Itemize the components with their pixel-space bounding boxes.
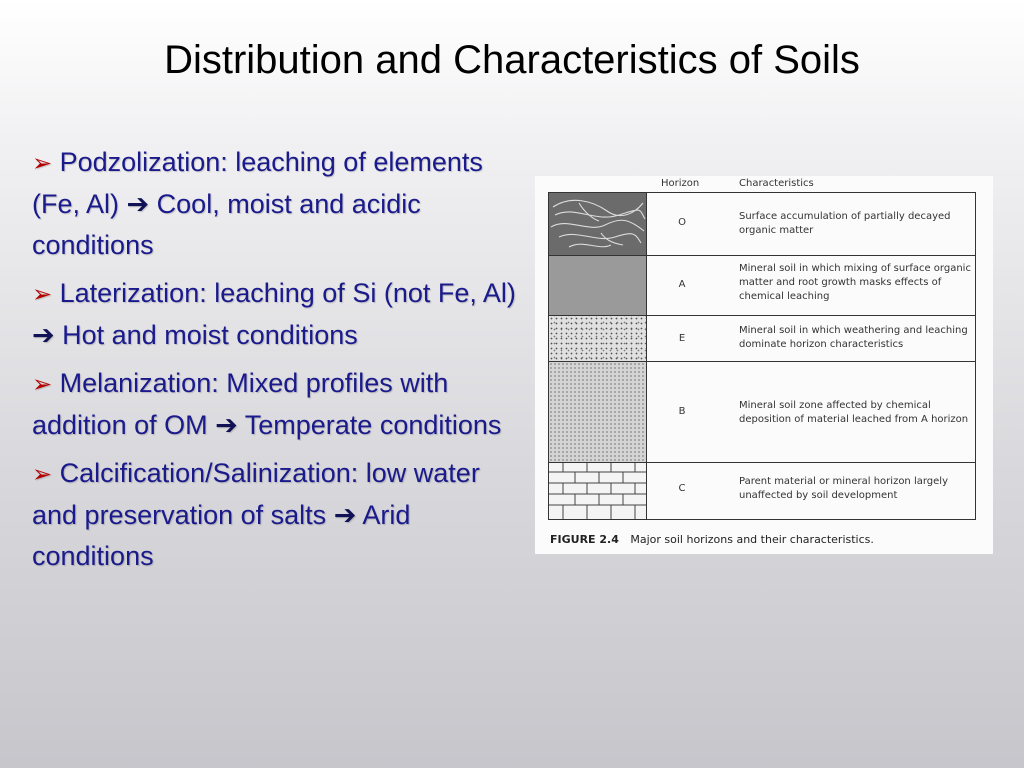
arrowhead-bullet-icon: ➢	[32, 280, 53, 308]
horizon-description: Mineral soil zone affected by chemical deposition of material leached from A horizon	[739, 400, 969, 425]
horizon-code: B	[678, 406, 686, 417]
bedrock-layer-swatch	[549, 463, 647, 519]
horizon-code: E	[678, 333, 686, 344]
horizon-code: A	[678, 279, 686, 290]
bullet-conditions: Hot and moist conditions	[62, 320, 358, 350]
figure-caption-text: Major soil horizons and their characteristics.	[630, 533, 874, 546]
horizon-code: C	[678, 483, 686, 494]
header-characteristics: Characteristics	[739, 178, 814, 189]
bullet-conditions: Temperate conditions	[244, 410, 502, 440]
bullet-text: Calcification/Salinization: low water and preservation of salts	[32, 458, 480, 530]
bullet-melanization	[32, 363, 522, 446]
horizon-code: O	[678, 217, 686, 228]
figure-caption	[550, 533, 874, 546]
horizon-table	[548, 192, 976, 520]
slide-title: Distribution and Characteristics of Soils	[164, 38, 860, 82]
bullet-text: Podzolization: leaching of elements (Fe, Al)	[32, 147, 483, 219]
horizon-row-c	[549, 463, 975, 519]
horizon-description: Parent material or mineral horizon largely unaffected by soil development	[739, 476, 948, 501]
arrowhead-bullet-icon: ➢	[32, 460, 53, 488]
organic-layer-swatch	[549, 193, 647, 255]
deposition-layer-swatch	[549, 362, 647, 462]
bullet-list	[32, 142, 522, 584]
horizon-description: Mineral soil in which weathering and leaching dominate horizon characteristics	[739, 325, 968, 350]
horizon-description: Mineral soil in which mixing of surface organic matter and root growth masks effects of chemical leaching	[739, 263, 971, 302]
right-arrow-icon: ➔	[215, 410, 238, 441]
leached-layer-swatch	[549, 316, 647, 361]
bullet-podzolization	[32, 142, 522, 266]
horizon-row-o	[549, 193, 975, 256]
horizon-row-e	[549, 316, 975, 362]
horizon-row-a	[549, 256, 975, 316]
bullet-laterization	[32, 273, 522, 356]
figure-label: FIGURE 2.4	[550, 533, 619, 546]
horizon-description: Surface accumulation of partially decayed organic matter	[739, 211, 951, 236]
arrowhead-bullet-icon: ➢	[32, 370, 53, 398]
bullet-text: Laterization: leaching of Si (not Fe, Al)	[59, 278, 516, 308]
right-arrow-icon: ➔	[126, 189, 150, 220]
bullet-conditions: Arid conditions	[32, 500, 411, 571]
mixed-layer-swatch	[549, 256, 647, 315]
bullet-text: Melanization: Mixed profiles with addition of OM	[32, 368, 449, 440]
arrowhead-bullet-icon: ➢	[32, 149, 53, 177]
right-arrow-icon: ➔	[333, 500, 357, 531]
header-horizon: Horizon	[661, 178, 700, 189]
right-arrow-icon: ➔	[32, 320, 55, 351]
soil-horizons-figure	[535, 176, 993, 554]
bullet-conditions: Cool, moist and acidic conditions	[32, 189, 421, 260]
bullet-calcification	[32, 453, 522, 577]
horizon-row-b	[549, 362, 975, 463]
